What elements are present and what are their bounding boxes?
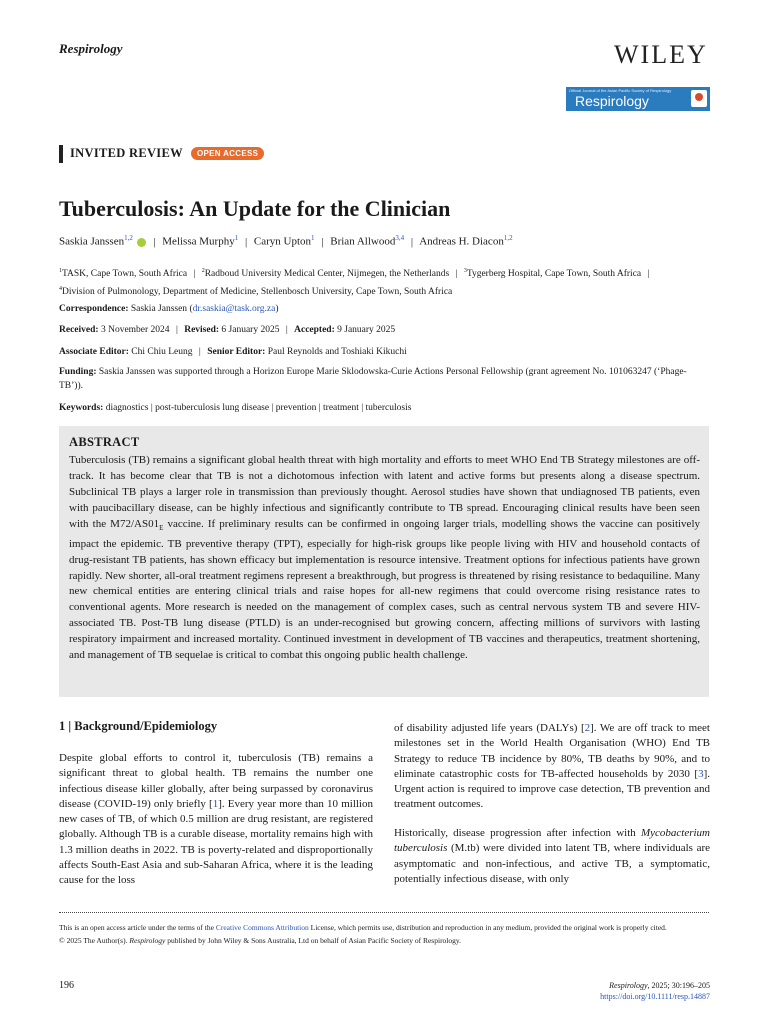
text-run: Despite global efforts to control it, tuberculosis (TB) remains a significant threat to global health. TB remains the number one infectious disease killer globally, after being surpassed by coronavirus disease (COVID-19) only briefly [	[59, 752, 373, 810]
body-paragraph	[394, 721, 710, 813]
text-run: published by John Wiley & Sons Australia, Ltd on behalf of Asian Pacific Society of Respirology.	[165, 936, 462, 945]
orcid-icon[interactable]	[137, 238, 146, 247]
author-affil-sup: 1,2	[503, 234, 513, 242]
author-name[interactable]: Brian Allwood	[330, 235, 396, 248]
meta-label: Correspondence:	[59, 304, 129, 314]
section-heading: 1 | Background/Epidemiology	[59, 719, 218, 733]
meta-label: Senior Editor:	[207, 347, 266, 357]
meta-label: Keywords:	[59, 403, 104, 413]
separator: |	[153, 235, 156, 248]
meta-label: Funding:	[59, 367, 97, 377]
affil-sup: 3	[463, 268, 467, 274]
author-affil-sup: 3,4	[395, 234, 405, 242]
author-affil-sup: 1,2	[124, 234, 133, 242]
body-paragraph	[59, 751, 373, 889]
author-name[interactable]: Andreas H. Diacon	[419, 235, 504, 248]
separator: |	[193, 269, 196, 280]
copyright-line	[59, 934, 709, 947]
affil-sup: 4	[59, 285, 62, 292]
text-run: License, which permits use, distribution and reproduction in any medium, provided the original work is properly cited.	[308, 923, 667, 932]
text-run: ]. Every year more than 10 million new cases of TB, of which 0.5 million are drug resistant, are registered globally. Although TB is a curable disease, mortality remains high with 1.3 million deaths in 2022. TB is poverty-related and disproportionally affects South-East Asia and sub-Saharan Africa, where it is the leading cause for the loss	[59, 797, 373, 887]
separator: |	[647, 269, 650, 280]
italic-term: Mycobacterium tuberculosis	[394, 827, 710, 855]
doi-link[interactable]: https://doi.org/10.1111/resp.14887	[600, 992, 710, 1001]
funding-text: Saskia Janssen was supported through a Horizon Europe Marie Sklodowska-Curie Actions Personal Fellowship (grant agreement No. 101063247 (‘Phage-TB’)).	[59, 367, 687, 391]
separator: |	[244, 235, 248, 248]
keywords-line	[59, 401, 411, 415]
journal-name: Respirology	[59, 41, 123, 56]
apsr-logo-icon	[691, 90, 707, 107]
funding-line	[59, 365, 709, 393]
keywords-text: diagnostics | post-tuberculosis lung disease | prevention | treatment | tuberculosis	[105, 403, 412, 413]
body-paragraph	[394, 826, 710, 887]
accepted-date: 9 January 2025	[337, 325, 396, 335]
citation-link[interactable]: 3	[698, 767, 704, 780]
page-number: 196	[59, 980, 74, 991]
citation-link[interactable]: 1	[212, 797, 219, 810]
subscript: E	[159, 523, 164, 532]
journal-italic: Respirology	[609, 981, 648, 990]
affiliation: Radboud University Medical Center, Nijmegen, the Netherlands	[204, 269, 450, 280]
separator: |	[198, 347, 201, 357]
citation-footer	[600, 980, 710, 1002]
abstract-part: Tuberculosis (TB) remains a significant global health threat with high mortality and efforts to meet WHO End TB Strategy milestones are off-track. It has become clear that TB is not a dichotomous infection with latent and active forms but presents along a disease spectrum. Subclinical TB plays a larger role in transmission than previously thought. Aerosol studies have shown that undiagnosed TB patients, even with paucibacillary disease, can be highly infectious and significantly contribute to TB spread. Encouraging clinical results have been seen with the M72/AS01	[69, 454, 700, 530]
senior-editor: Paul Reynolds and Toshiaki Kikuchi	[267, 347, 407, 357]
abstract-part: vaccine. If preliminary results can be confirmed in ongoing larger trials, modelling shows the vaccine can positively impact the epidemic. TB preventive therapy (TPT), especially for high-risk groups like people living with HIV and household contacts of drug-resistant TB patients, has shown efficacy but implementation is resource intensive. Treatment options for infectious patients have grown rapidly. New shorter, all-oral treatment regimens represent a breakthrough, but progress is threatened by rising resistance to bedaquiline. Many new chemical entities are entering clinical trials and raise hopes for all-new regimens that could overcome rising resistance rates to conventional agents. More research is needed on the management of complex cases, such as central nervous system TB and severe HIV-associated TB. Post-TB lung disease (PTLD) is an under-recognised but growing concern, affecting millions of survivors with lasting respiratory impairment and increased mortality. Continued investment in development of TB vaccines and therapeutics, treatment shortening, and management of TB sequelae is critical to combat this ongoing public health challenge.	[69, 517, 700, 662]
text-run: Historically, disease progression after infection with	[394, 827, 641, 839]
open-access-badge[interactable]: OPEN ACCESS	[191, 147, 264, 160]
author-affil-sup: 1	[234, 234, 239, 242]
banner-title: Respirology	[575, 93, 649, 109]
citation-text: , 2025; 30:196–205	[647, 981, 710, 990]
text-run: (M.tb) were divided into latent TB, where individuals are asymptomatic and non-infectious, and active TB, a symptomatic, potentially infectious disease, with only	[394, 842, 710, 885]
meta-label: Associate Editor:	[59, 347, 129, 357]
citation-link[interactable]: 2	[584, 722, 591, 734]
license-line	[59, 921, 709, 934]
license-footnote	[59, 921, 709, 947]
meta-label: Received:	[59, 325, 99, 335]
article-type: INVITED REVIEW	[70, 146, 183, 160]
affil-sup: 2	[201, 268, 205, 274]
separator: |	[455, 269, 458, 280]
license-link[interactable]: Creative Commons Attribution	[215, 923, 309, 932]
author-name[interactable]: Caryn Upton	[253, 235, 312, 248]
abstract-heading: ABSTRACT	[69, 435, 140, 449]
editors-line	[59, 345, 407, 359]
separator: |	[410, 235, 414, 248]
journal-banner[interactable]	[566, 87, 710, 111]
article-type-bar	[59, 145, 63, 163]
publisher-logo[interactable]: WILEY	[614, 40, 708, 69]
affiliation: TASK, Cape Town, South Africa	[62, 269, 188, 280]
journal-italic: Respirology	[129, 936, 166, 945]
email-link[interactable]: dr.saskia@task.org.za	[192, 304, 276, 314]
meta-label: Accepted:	[294, 325, 335, 335]
text-run: This is an open access article under the terms of the	[59, 923, 216, 932]
correspondence-name: Saskia Janssen	[130, 304, 188, 314]
footer-divider	[59, 912, 709, 913]
author-affil-sup: 1	[311, 234, 315, 242]
revised-date: 6 January 2025	[221, 325, 280, 335]
affiliation: Division of Pulmonology, Department of Medicine, Stellenbosch University, Cape Town, South Africa	[62, 286, 453, 297]
separator: |	[285, 325, 288, 335]
banner-subtitle: Official Journal of the Asian Pacific Society of Respirology	[569, 88, 672, 93]
article-title: Tuberculosis: An Update for the Clinician	[59, 196, 451, 221]
author-name[interactable]: Melissa Murphy	[162, 235, 235, 248]
abstract-text	[69, 453, 700, 664]
text-run: ]. We are off track to meet milestones set in the World Health Organisation (WHO) End TB Strategy to reduce TB incidence by 80%, TB deaths by 90%, and to eliminate catastrophic costs for TB-affected households by 2030 [	[394, 722, 710, 780]
dates-line	[59, 323, 395, 337]
text-run: ]. Urgent action is required to improve case detection, TB prevention and treatment outcomes.	[394, 767, 710, 811]
text-run: © 2025 The Author(s).	[59, 936, 130, 945]
affiliation: Tygerberg Hospital, Cape Town, South Africa	[466, 269, 642, 280]
meta-label: Revised:	[184, 325, 220, 335]
text-run: of disability adjusted life years (DALYs) [	[394, 722, 585, 734]
affiliations	[59, 264, 669, 299]
received-date: 3 November 2024	[100, 325, 170, 335]
affil-sup: 1	[59, 268, 62, 274]
author-name[interactable]: Saskia Janssen	[59, 235, 125, 248]
correspondence: Correspondence: Saskia Janssen (dr.saskia@task.org.za)	[59, 304, 279, 314]
author-list	[59, 234, 513, 248]
separator: |	[321, 235, 324, 248]
citation-line	[600, 980, 710, 991]
associate-editor: Chi Chiu Leung	[131, 347, 193, 357]
separator: |	[175, 325, 178, 335]
